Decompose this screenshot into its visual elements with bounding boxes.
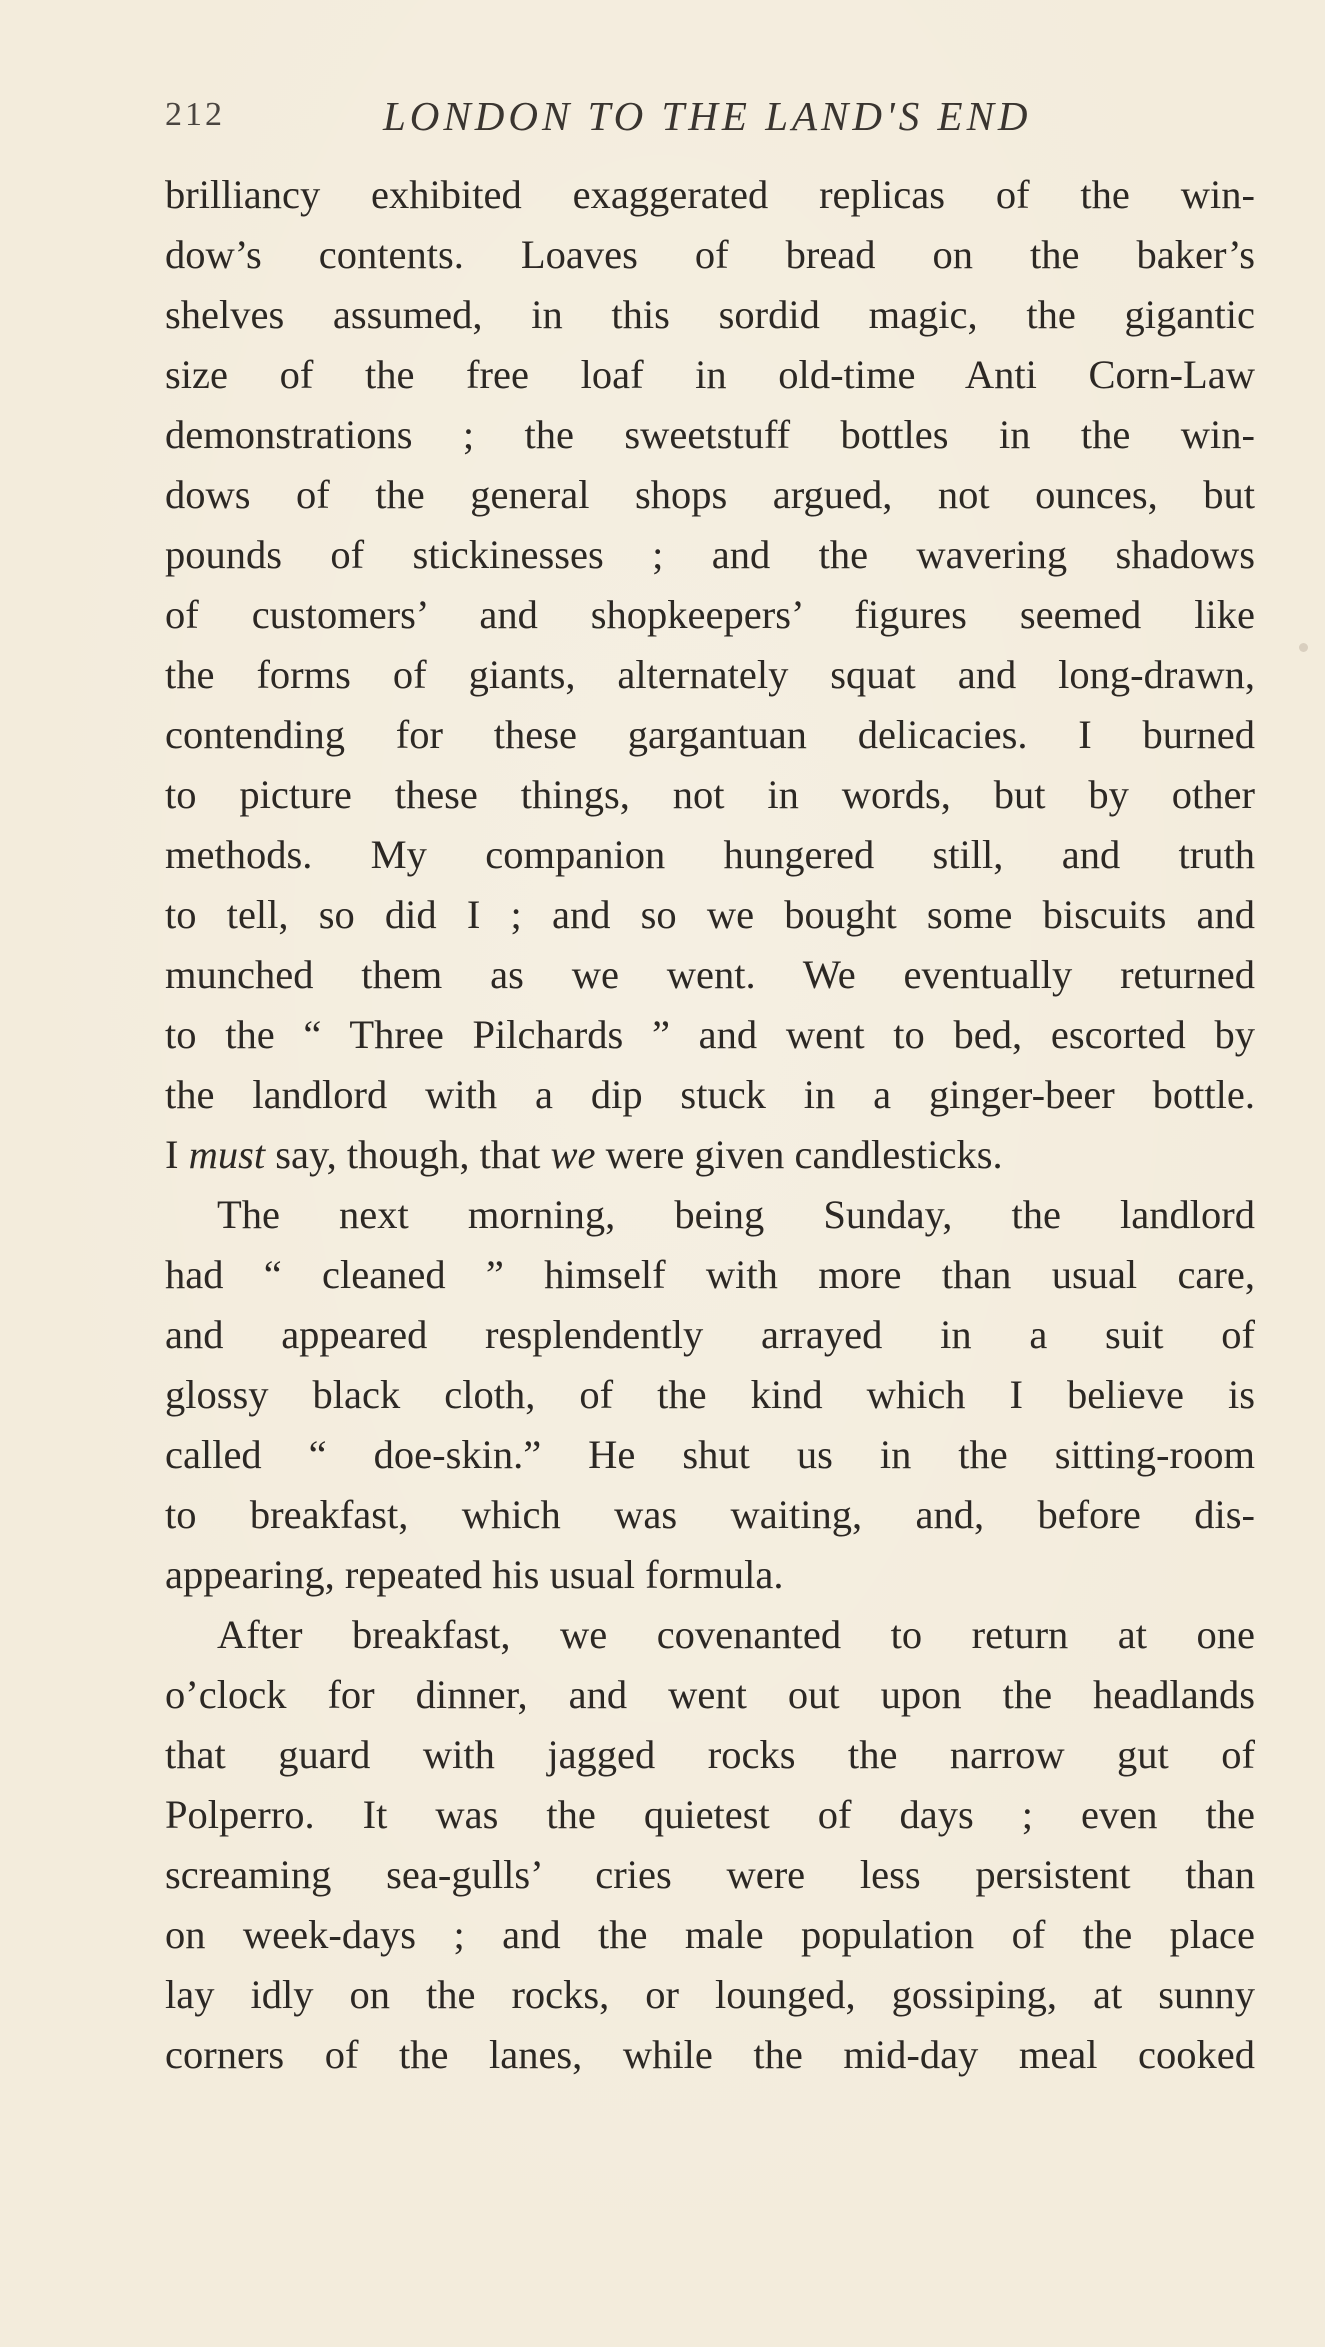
text-line: pounds of stickinesses ; and the wavering shadows xyxy=(165,532,1255,577)
text-line: munched them as we went. We eventually returned xyxy=(165,952,1255,997)
text-line: brilliancy exhibited exaggerated replicas of the win- xyxy=(165,172,1255,217)
text-line: shelves assumed, in this sordid magic, the gigantic xyxy=(165,292,1255,337)
page-number: 212 xyxy=(165,96,225,133)
text-line: screaming sea-gulls’ cries were less persistent than xyxy=(165,1852,1255,1897)
text-line: of customers’ and shopkeepers’ figures seemed like xyxy=(165,592,1255,637)
text-line-with-italics xyxy=(165,1125,1255,1185)
paragraph-first-line: After breakfast, we covenanted to return at one xyxy=(217,1612,1255,1657)
text-line: the landlord with a dip stuck in a ginger-beer bottle. xyxy=(165,1072,1255,1117)
text-line: called “ doe-skin.” He shut us in the sitting-room xyxy=(165,1432,1255,1477)
paper-speck xyxy=(1299,643,1308,652)
text-line: dows of the general shops argued, not ounces, but xyxy=(165,472,1255,517)
text-line: and appeared resplendently arrayed in a suit of xyxy=(165,1312,1255,1357)
text-line: methods. My companion hungered still, and truth xyxy=(165,832,1255,877)
text-line: dow’s contents. Loaves of bread on the baker’s xyxy=(165,232,1255,277)
text-line: appearing, repeated his usual formula. xyxy=(165,1552,784,1597)
italic-word: must xyxy=(188,1132,266,1177)
text-line: demonstrations ; the sweetstuff bottles in the win- xyxy=(165,412,1255,457)
text-run: I xyxy=(165,1132,189,1177)
text-line: glossy black cloth, of the kind which I believe is xyxy=(165,1372,1255,1417)
text-run: were given candlesticks. xyxy=(595,1132,1003,1177)
italic-word: we xyxy=(550,1132,596,1177)
text-line: on week-days ; and the male population of the place xyxy=(165,1912,1255,1957)
body-text xyxy=(165,165,1255,2085)
text-line: the forms of giants, alternately squat and long-drawn, xyxy=(165,652,1255,697)
text-run: say, though, that xyxy=(265,1132,551,1177)
paragraph-first-line: The next morning, being Sunday, the landlord xyxy=(217,1192,1255,1237)
text-line: contending for these gargantuan delicacies. I burned xyxy=(165,712,1255,757)
text-line: lay idly on the rocks, or lounged, gossiping, at sunny xyxy=(165,1972,1255,2017)
text-line: had “ cleaned ” himself with more than usual care, xyxy=(165,1252,1255,1297)
text-line: o’clock for dinner, and went out upon the headlands xyxy=(165,1672,1255,1717)
text-line: to the “ Three Pilchards ” and went to bed, escorted by xyxy=(165,1012,1255,1057)
text-line: to picture these things, not in words, but by other xyxy=(165,772,1255,817)
text-line: corners of the lanes, while the mid-day meal cooked xyxy=(165,2032,1255,2077)
running-title: LONDON TO THE LAND'S END xyxy=(383,93,1032,139)
text-line: to tell, so did I ; and so we bought some biscuits and xyxy=(165,892,1255,937)
text-line: Polperro. It was the quietest of days ; even the xyxy=(165,1792,1255,1837)
text-line: to breakfast, which was waiting, and, before dis- xyxy=(165,1492,1255,1537)
page-header xyxy=(165,93,1165,146)
text-line: size of the free loaf in old-time Anti Corn-Law xyxy=(165,352,1255,397)
text-line: that guard with jagged rocks the narrow gut of xyxy=(165,1732,1255,1777)
